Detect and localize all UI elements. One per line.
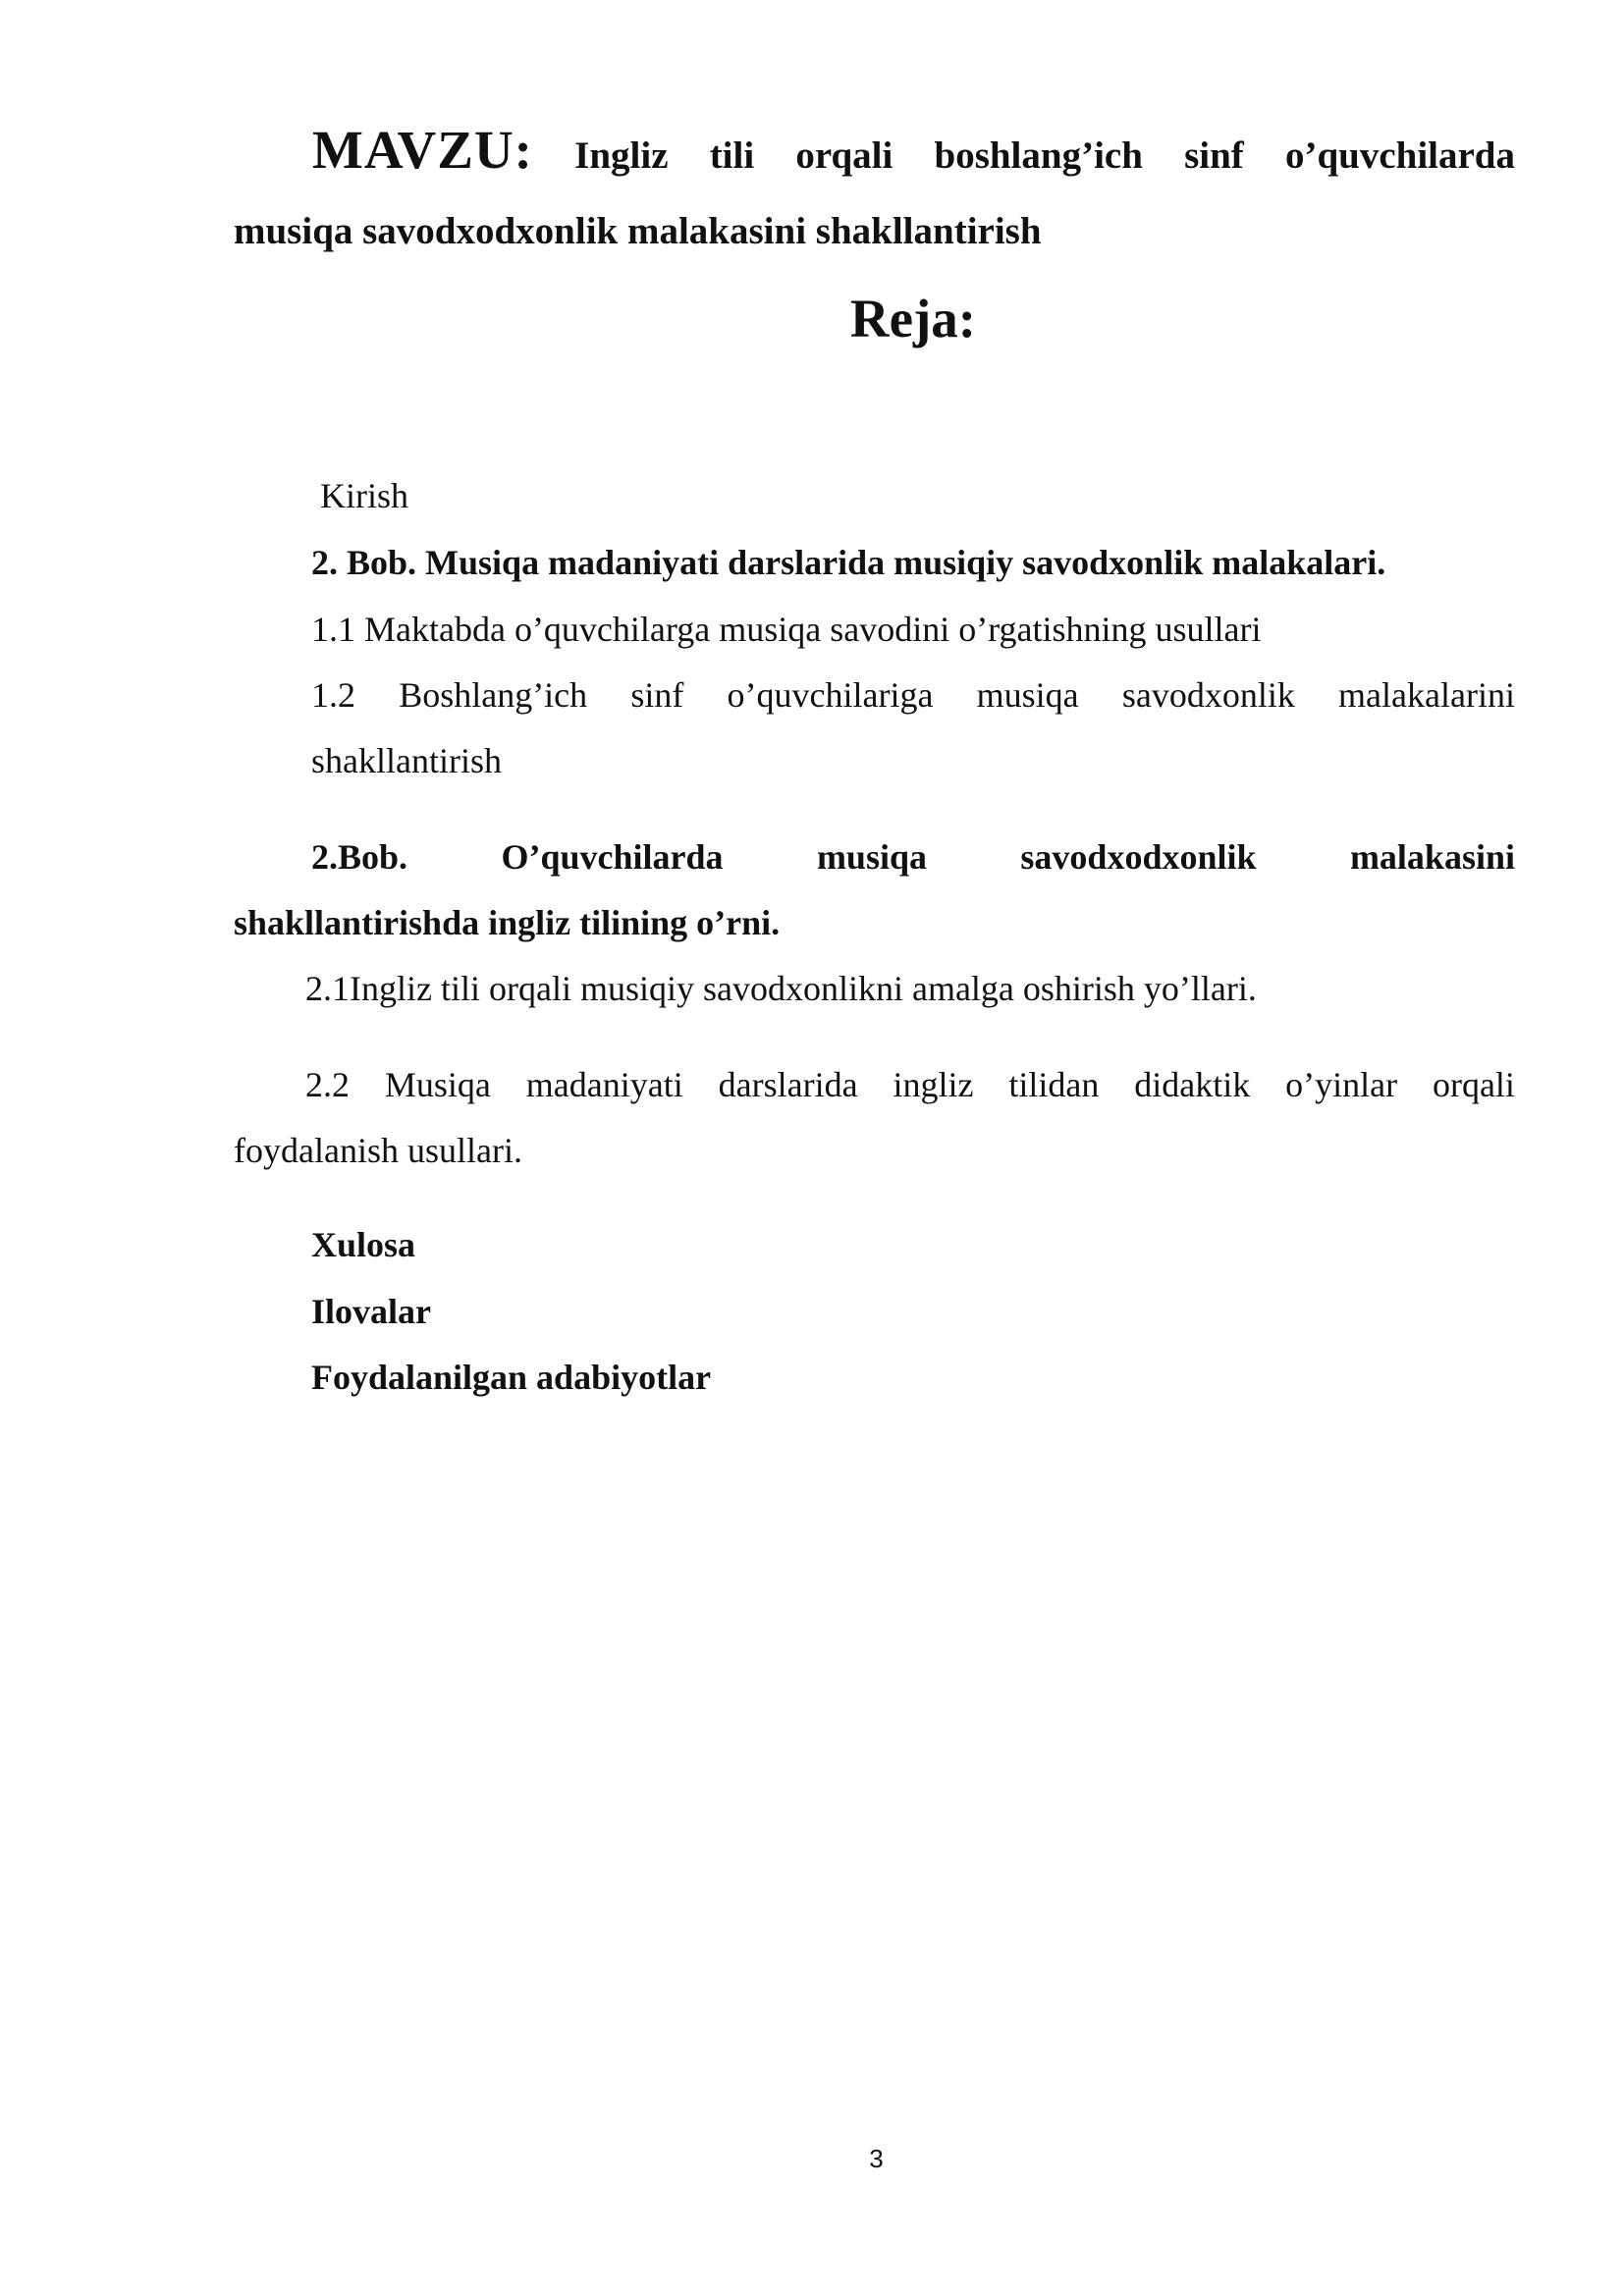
- plan-word: madaniyati: [525, 1065, 683, 1104]
- plan-item-appendices: Ilovalar: [311, 1292, 431, 1331]
- plan-item-references: Foydalanilgan adabiyotlar: [311, 1358, 712, 1397]
- topic-title-line-2: musiqa savodxodxonlik malakasini shakllantirish: [234, 210, 1042, 252]
- title-word: orqali: [795, 134, 893, 177]
- plan-item-chapter-2-line-2: shakllantirishda ingliz tilining o’rni.: [234, 903, 781, 942]
- plan-word: didaktik: [1134, 1065, 1251, 1104]
- title-word: tili: [709, 134, 755, 177]
- plan-heading: Reja:: [849, 289, 977, 348]
- plan-item-chapter-2-line-1: [311, 835, 1515, 879]
- plan-item-section-1-2-line-2: shakllantirish: [311, 741, 502, 780]
- plan-word: o’yinlar: [1285, 1065, 1398, 1104]
- plan-word: 2.2: [305, 1065, 350, 1104]
- plan-word: 1.2: [311, 675, 355, 715]
- plan-word: sinf: [630, 675, 684, 715]
- plan-word: musiqa: [976, 675, 1079, 715]
- plan-word: darslarida: [718, 1065, 858, 1104]
- plan-item-section-2-1: 2.1Ingliz tili orqali musiqiy savodxonlikni amalga oshirish yo’llari.: [305, 969, 1257, 1008]
- plan-word: 2.Bob.: [311, 837, 408, 877]
- plan-word: savodxodxonlik: [1020, 837, 1257, 877]
- plan-word: orqali: [1432, 1065, 1515, 1104]
- plan-item-section-2-2-line-1: [305, 1063, 1515, 1106]
- plan-item-section-2-2-line-2: foydalanish usullari.: [234, 1131, 522, 1170]
- plan-word: o’quvchilariga: [727, 675, 934, 715]
- plan-word: savodxonlik: [1121, 675, 1295, 715]
- title-word: Ingliz: [574, 134, 669, 177]
- plan-item-chapter-1: 2. Bob. Musiqa madaniyati darslarida musiqiy savodxonlik malakalari.: [311, 543, 1386, 582]
- plan-item-section-1-1: 1.1 Maktabda o’quvchilarga musiqa savodini o’rgatishning usullari: [311, 610, 1262, 649]
- plan-item-intro: Kirish: [320, 476, 408, 515]
- plan-item-section-1-2-line-1: [311, 673, 1515, 717]
- plan-word: Musiqa: [384, 1065, 491, 1104]
- topic-title-line-1: [312, 116, 1515, 190]
- plan-word: O’quvchilarda: [501, 837, 724, 877]
- plan-item-conclusion: Xulosa: [311, 1225, 416, 1264]
- topic-label: MAVZU:: [312, 120, 533, 180]
- plan-word: malakasini: [1349, 837, 1515, 877]
- plan-word: Boshlang’ich: [399, 675, 588, 715]
- title-word: o’quvchilarda: [1284, 134, 1515, 177]
- plan-word: malakalarini: [1338, 675, 1515, 715]
- topic-title: [234, 116, 1515, 259]
- plan-word: ingliz: [893, 1065, 974, 1104]
- title-word: boshlang’ich: [934, 134, 1143, 177]
- title-word: sinf: [1184, 134, 1244, 177]
- plan-word: tilidan: [1008, 1065, 1100, 1104]
- page-number: 3: [869, 2144, 884, 2173]
- plan-word: musiqa: [816, 837, 927, 877]
